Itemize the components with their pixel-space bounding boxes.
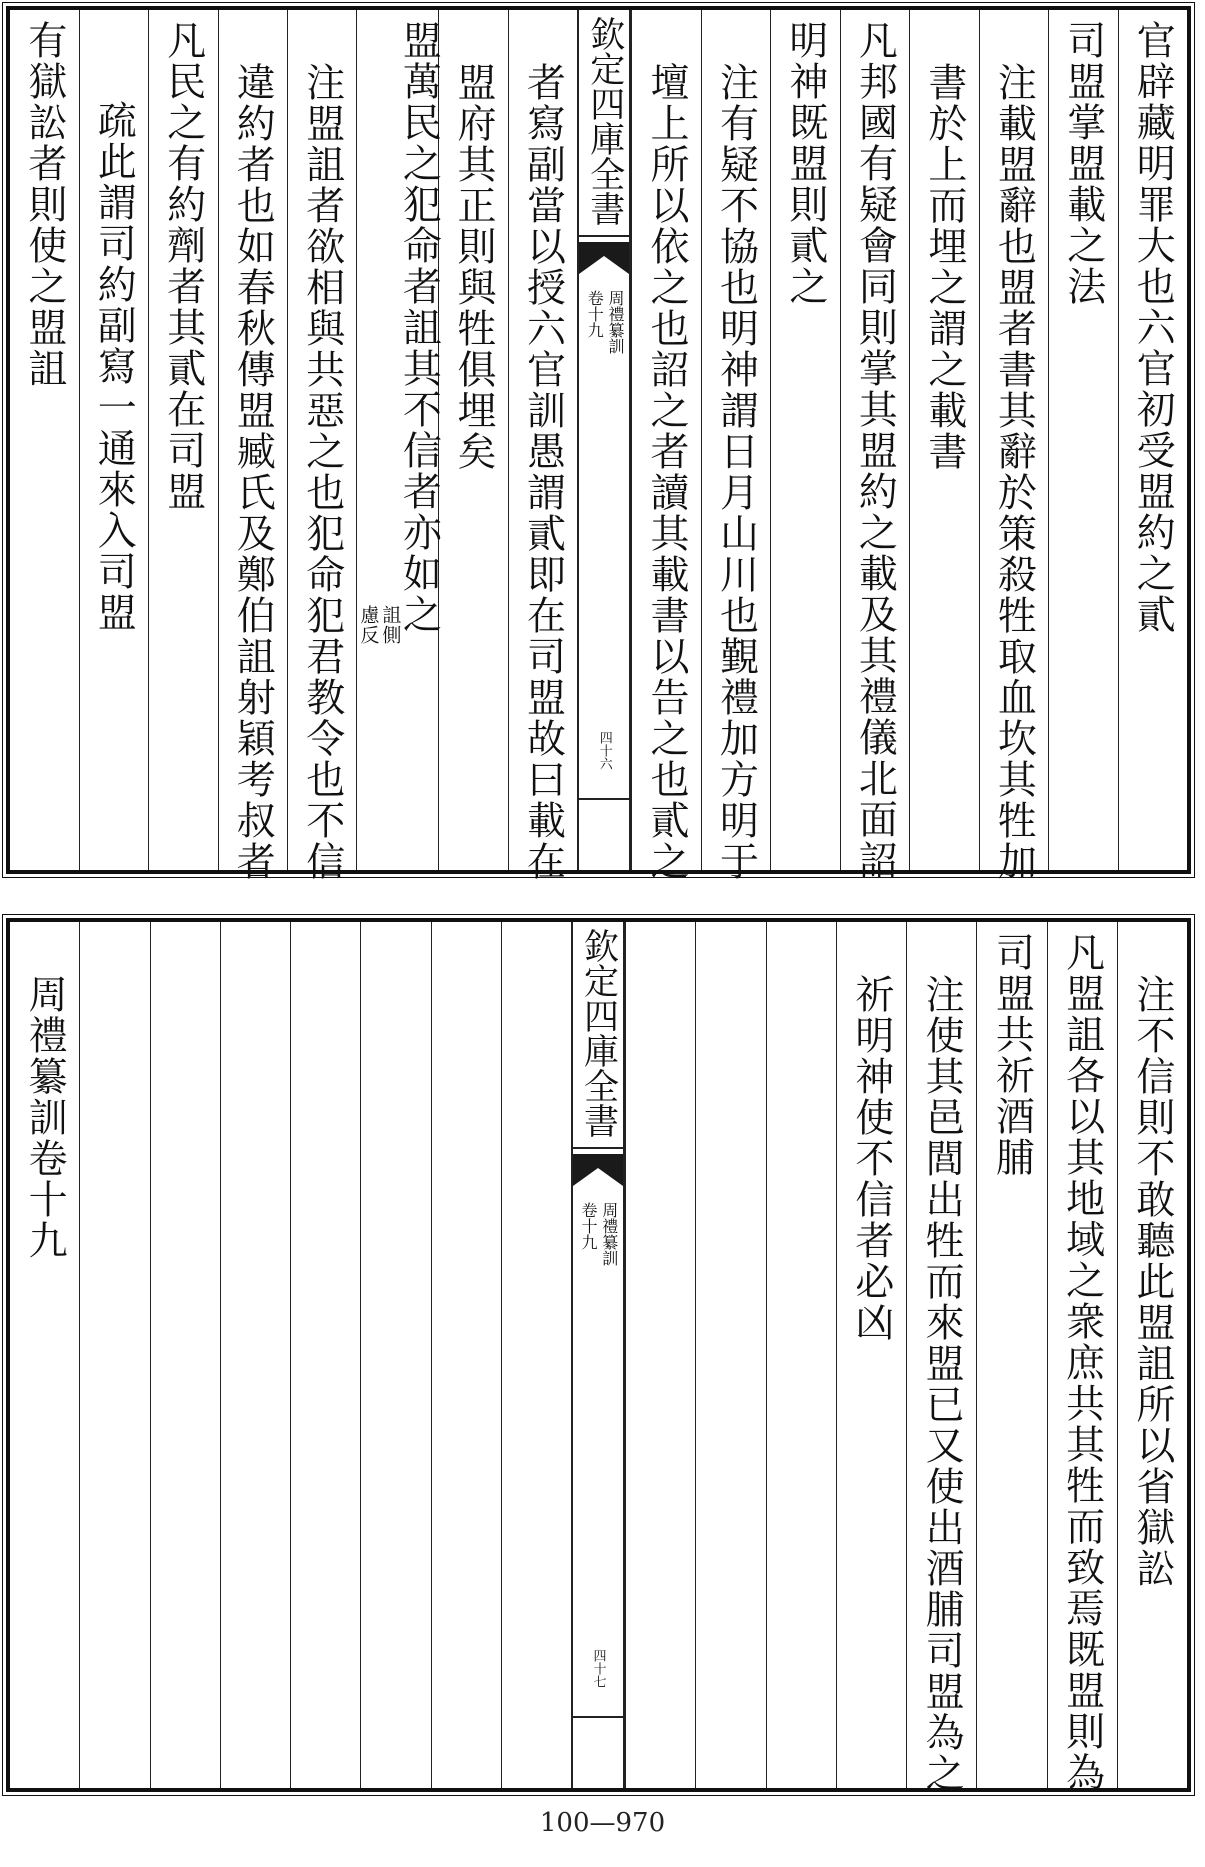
text-column bbox=[695, 922, 765, 1788]
bottom-columns bbox=[10, 922, 1187, 1794]
text-column bbox=[501, 922, 571, 1788]
column-content bbox=[451, 10, 497, 870]
column-content bbox=[919, 922, 965, 1794]
text-column bbox=[701, 10, 770, 882]
column-content bbox=[991, 10, 1037, 882]
column-content bbox=[1129, 922, 1175, 1788]
column-content bbox=[713, 10, 759, 882]
center-subtitle bbox=[585, 290, 626, 354]
column-content bbox=[520, 10, 566, 882]
bottom-page bbox=[6, 918, 1191, 1792]
text-column bbox=[148, 10, 217, 870]
column-content bbox=[1130, 10, 1176, 870]
column-text: 盟萬民之犯命者詛其不信者亦如之 bbox=[396, 20, 442, 635]
text-column bbox=[836, 922, 906, 1788]
column-content bbox=[299, 10, 345, 882]
text-column bbox=[356, 10, 442, 870]
text-column bbox=[508, 10, 577, 882]
column-text: 凡盟詛各以其地域之衆庶共其牲而致焉既盟則為 bbox=[1059, 932, 1105, 1793]
column-text: 注有疑不協也明神謂日月山川也覲禮加方明于 bbox=[713, 62, 759, 882]
center-page-number: 四十七 bbox=[590, 1649, 606, 1688]
text-column bbox=[438, 10, 507, 870]
column-text: 凡民之有約劑者其貳在司盟 bbox=[160, 20, 206, 512]
column-content bbox=[22, 922, 68, 1788]
column-text: 壇上所以依之也詔之者讀其載書以告之也貳之 bbox=[643, 62, 689, 882]
column-text: 書於上而埋之謂之載書 bbox=[921, 62, 967, 472]
column-text: 疏此謂司約副寫一通來入司盟 bbox=[91, 100, 137, 633]
column-content bbox=[1060, 10, 1106, 870]
text-column bbox=[10, 922, 79, 1788]
column-content bbox=[782, 10, 828, 870]
center-margin bbox=[571, 922, 625, 1788]
column-text: 有獄訟者則使之盟詛 bbox=[21, 20, 67, 389]
column-content bbox=[230, 10, 276, 882]
column-text: 注使其邑閭出牲而來盟已又使出酒脯司盟為之 bbox=[919, 974, 965, 1794]
text-column bbox=[770, 10, 839, 870]
text-column bbox=[150, 922, 220, 1788]
text-column bbox=[79, 10, 148, 870]
text-column bbox=[906, 922, 976, 1794]
text-column bbox=[1117, 922, 1187, 1788]
column-text: 盟府其正則與牲俱埋矣 bbox=[451, 62, 497, 472]
text-column bbox=[218, 10, 287, 882]
center-bottom-rule bbox=[573, 1716, 623, 1718]
column-text: 注不信則不敢聽此盟詛所以省獄訟 bbox=[1129, 974, 1175, 1589]
text-column bbox=[360, 922, 430, 1788]
fish-tail-ornament bbox=[579, 234, 629, 276]
text-column bbox=[766, 922, 836, 1788]
text-column bbox=[631, 10, 700, 882]
text-column bbox=[979, 10, 1048, 882]
column-text: 明神既盟則貳之 bbox=[782, 20, 828, 307]
column-text: 司盟共祈酒脯 bbox=[989, 932, 1035, 1178]
column-content bbox=[91, 10, 137, 870]
text-column bbox=[1118, 10, 1187, 870]
text-column bbox=[290, 922, 360, 1788]
text-column bbox=[1048, 10, 1117, 870]
column-content bbox=[160, 10, 206, 870]
center-margin bbox=[577, 10, 631, 870]
column-content bbox=[643, 10, 689, 882]
column-content bbox=[852, 10, 898, 881]
column-content bbox=[1059, 922, 1105, 1793]
column-text: 凡邦國有疑會同則掌其盟約之載及其禮儀北面詔 bbox=[852, 20, 898, 881]
column-text: 祈明神使不信者必凶 bbox=[848, 974, 894, 1343]
annotation-note bbox=[357, 10, 402, 645]
column-text: 注盟詛者欲相與共惡之也犯命犯君教令也不信 bbox=[299, 62, 345, 882]
fish-tail-ornament bbox=[573, 1146, 623, 1188]
page-footer-number: 100—970 bbox=[539, 1808, 666, 1838]
text-column bbox=[1047, 922, 1117, 1793]
center-subtitle bbox=[579, 1202, 617, 1266]
center-book-title: 欽定四庫全書 bbox=[578, 928, 619, 1138]
column-content bbox=[921, 10, 967, 870]
top-page bbox=[6, 6, 1191, 882]
top-columns bbox=[10, 10, 1187, 882]
center-page-number: 四十六 bbox=[596, 731, 612, 770]
column-content bbox=[848, 922, 894, 1788]
column-content bbox=[989, 922, 1035, 1788]
column-text: 官辟藏明罪大也六官初受盟約之貳 bbox=[1130, 20, 1176, 635]
text-column bbox=[10, 10, 78, 870]
column-content bbox=[21, 10, 67, 870]
text-column bbox=[909, 10, 978, 870]
annotation-note-line: 慮反 bbox=[357, 605, 380, 645]
center-bottom-rule bbox=[579, 798, 629, 800]
text-column bbox=[287, 10, 356, 882]
center-volume: 卷十九 bbox=[579, 1202, 598, 1250]
text-column bbox=[840, 10, 909, 881]
text-column bbox=[79, 922, 149, 1788]
column-content bbox=[357, 10, 442, 870]
text-column bbox=[431, 922, 501, 1788]
column-text: 司盟掌盟載之法 bbox=[1060, 20, 1106, 307]
text-column bbox=[220, 922, 290, 1788]
column-text: 注載盟辭也盟者書其辭於策殺牲取血坎其牲加 bbox=[991, 62, 1037, 882]
column-text: 者寫副當以授六官訓愚謂貳即在司盟故曰載在 bbox=[520, 62, 566, 882]
annotation-note-line: 詛側 bbox=[379, 605, 402, 645]
center-volume: 卷十九 bbox=[585, 290, 605, 338]
text-column bbox=[976, 922, 1046, 1788]
text-column bbox=[625, 922, 695, 1788]
column-text: 周禮纂訓卷十九 bbox=[22, 974, 68, 1261]
column-text: 違約者也如春秋傳盟臧氏及鄭伯詛射穎考叔者 bbox=[230, 62, 276, 882]
center-book-name: 周禮纂訓 bbox=[606, 290, 626, 354]
center-book-name: 周禮纂訓 bbox=[599, 1202, 619, 1266]
center-book-title: 欽定四庫全書 bbox=[584, 16, 625, 226]
